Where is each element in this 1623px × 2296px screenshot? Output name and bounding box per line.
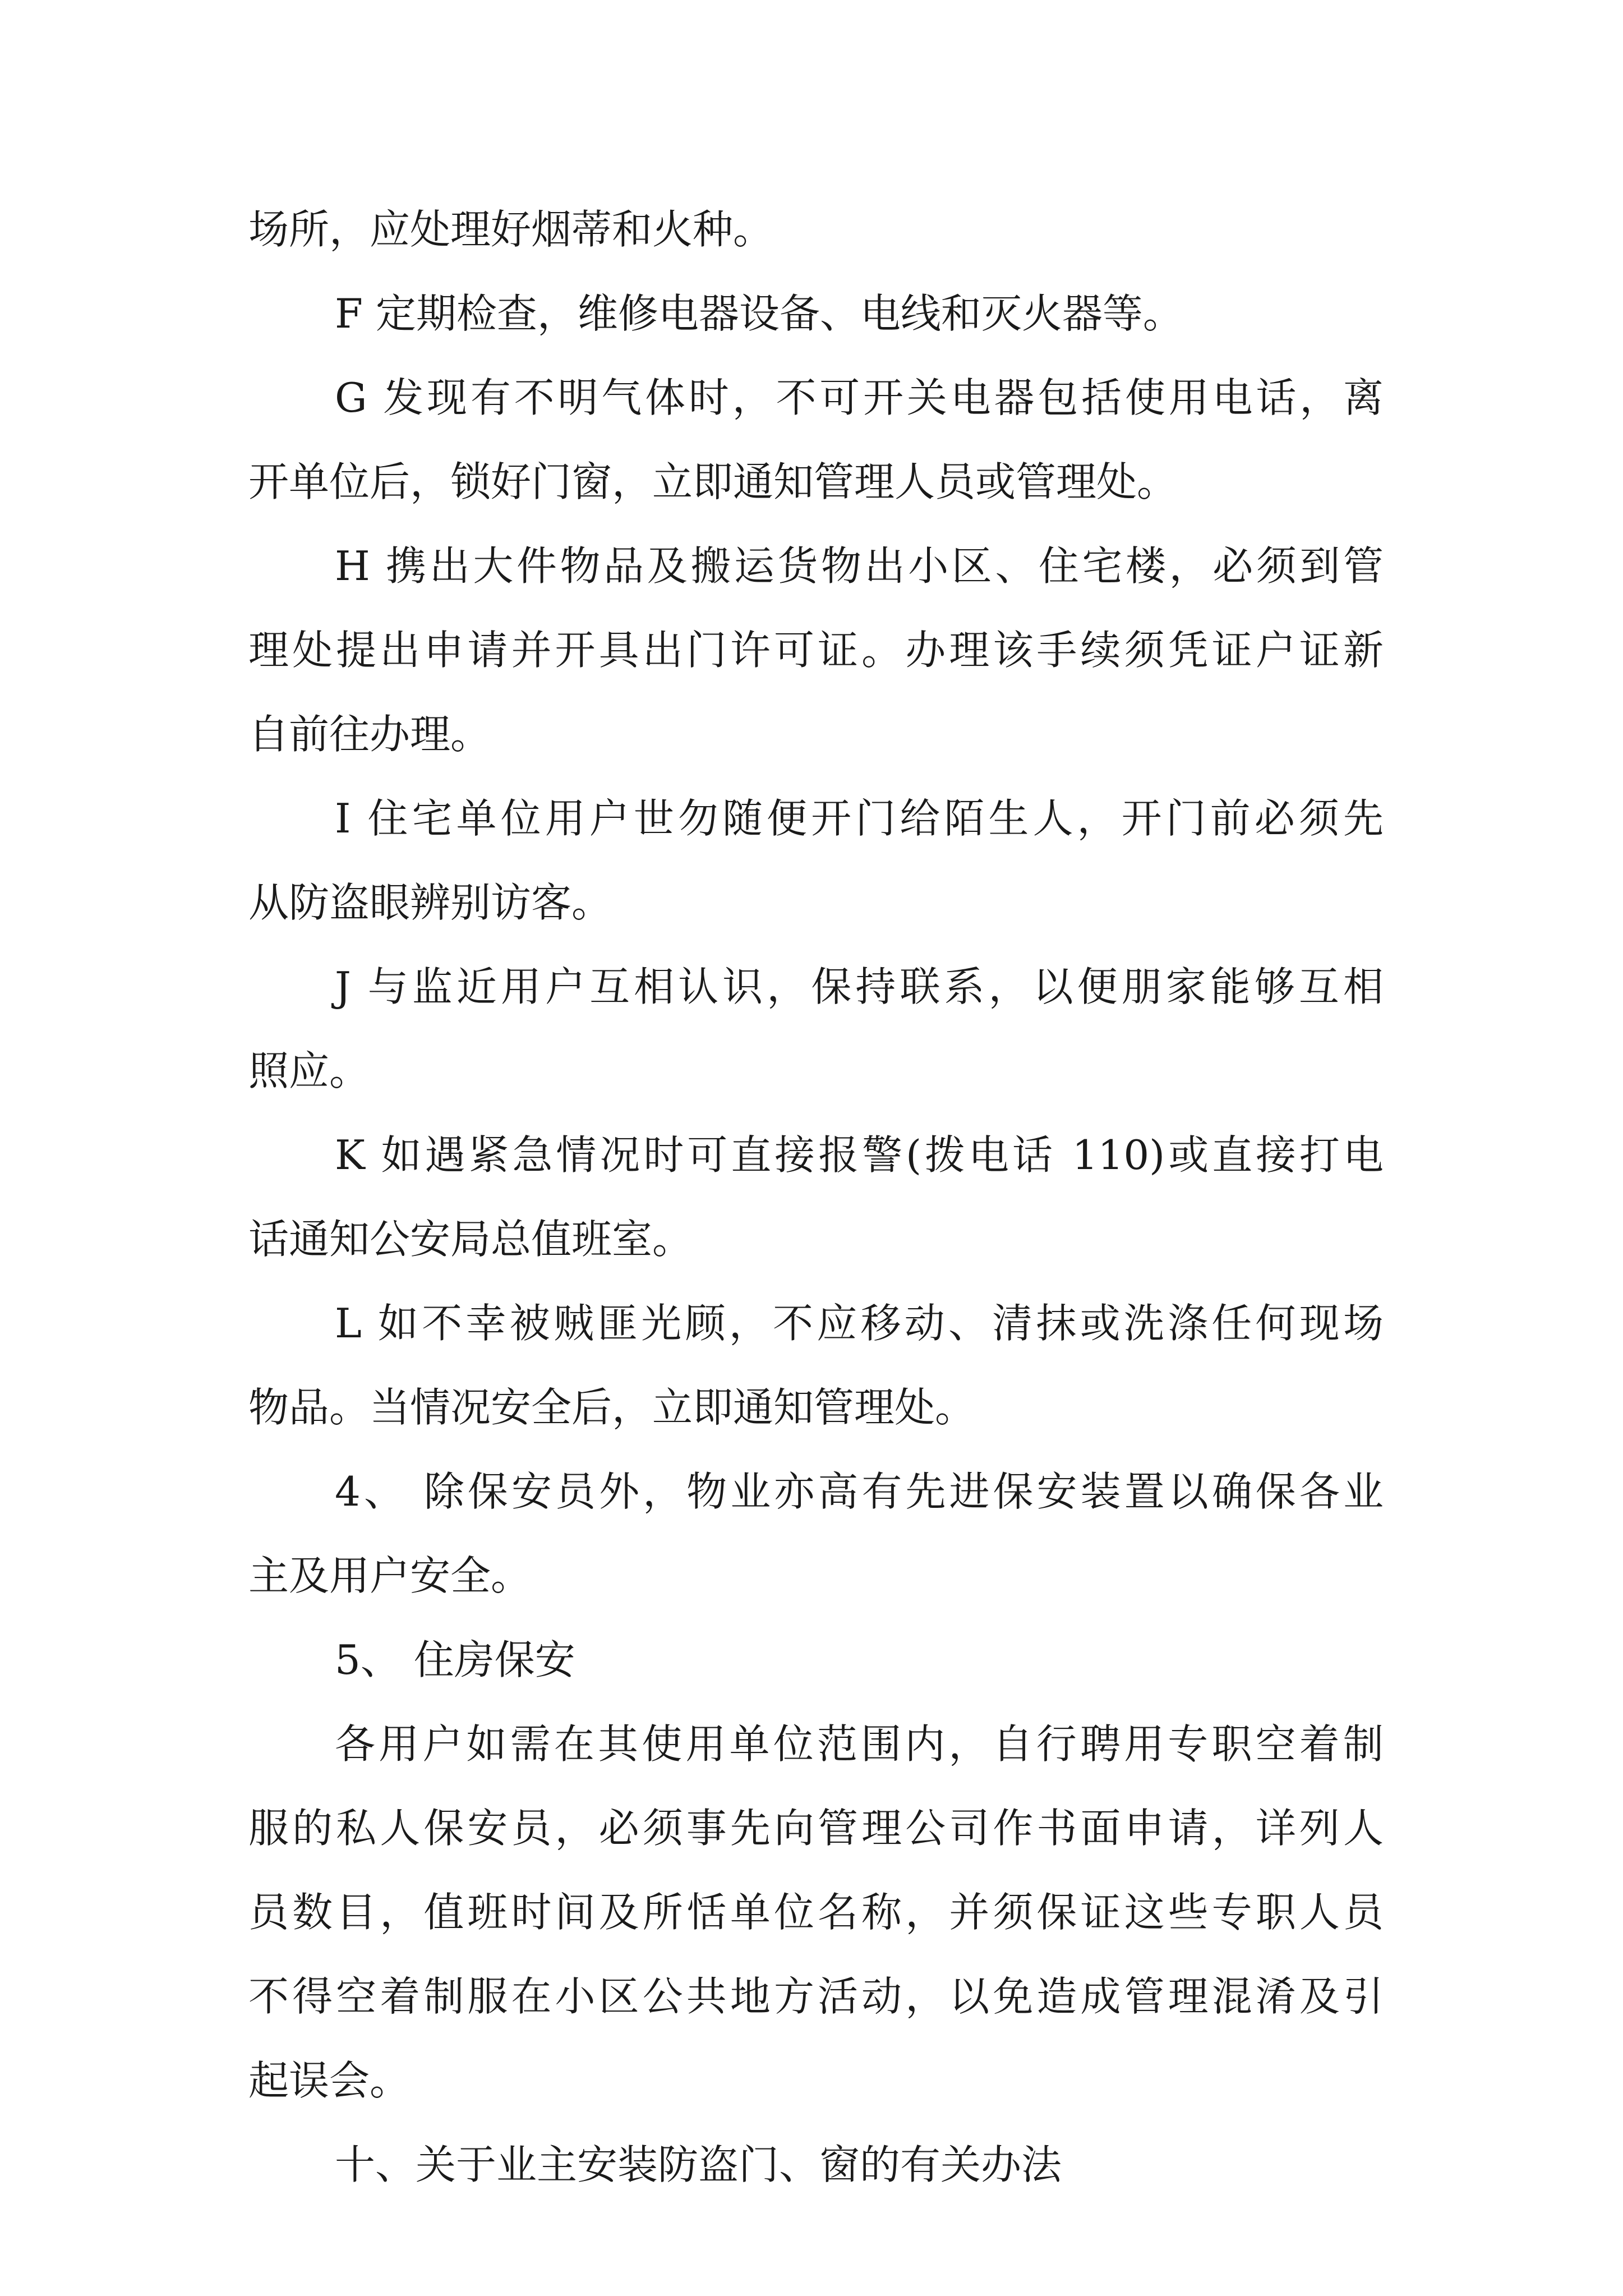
paragraph-line: K 如遇紧急情况时可直接报警(拨电话 110)或直接打电 [335,1131,1384,1179]
paragraph-line: 物品。当情况安全后，立即通知管理处。 [248,1384,976,1431]
paragraph-line: 不得空着制服在小区公共地方活动，以免造成管理混淆及引 [248,1973,1384,2020]
paragraph-line: 主及用户安全。 [248,1552,532,1599]
paragraph-line: 场所，应处理好烟蒂和火种。 [248,206,774,253]
paragraph-line: 4、 除保安员外，物业亦高有先进保安装置以确保各业 [335,1468,1384,1515]
paragraph-line: L 如不幸被贼匪光顾，不应移动、清抹或洗涤任何现场 [335,1300,1384,1347]
paragraph-line: H 携出大件物品及搬运货物出小区、住宅楼，必须到管 [335,542,1384,590]
paragraph-line: I 住宅单位用户世勿随便开门给陌生人，开门前必须先 [335,795,1384,842]
paragraph-line: 服的私人保安员，必须事先向管理公司作书面申请，详列人 [248,1805,1384,1852]
paragraph-line: J 与监近用户互相认识，保持联系，以便朋家能够互相 [335,963,1384,1010]
paragraph-line: 自前往办理。 [248,711,491,758]
paragraph-line: 理处提出申请并开具出门许可证。办理该手续须凭证户证新 [248,627,1384,674]
paragraph-line: 起误会。 [248,2057,411,2104]
paragraph-line: 开单位后，锁好门窗，立即通知管理人员或管理处。 [248,458,1178,505]
paragraph-line: F 定期检查，维修电器设备、电线和灭火器等。 [335,290,1183,337]
paragraph-line: G 发现有不明气体时，不可开关电器包括使用电话，离 [335,374,1384,421]
paragraph-line: 照应。 [248,1047,370,1094]
paragraph-line: 5、 住房保安 [335,1636,575,1683]
paragraph-line: 员数目，值班时间及所恬单位名称，并须保证这些专职人员 [248,1889,1384,1936]
paragraph-line: 从防盗眼辨别访客。 [248,879,612,926]
paragraph-line: 话通知公安局总值班室。 [248,1216,693,1263]
section-heading: 十、关于业主安装防盗门、窗的有关办法 [335,2141,1062,2188]
paragraph-line: 各用户如需在其使用单位范围内，自行聘用专职空着制 [335,1720,1384,1768]
